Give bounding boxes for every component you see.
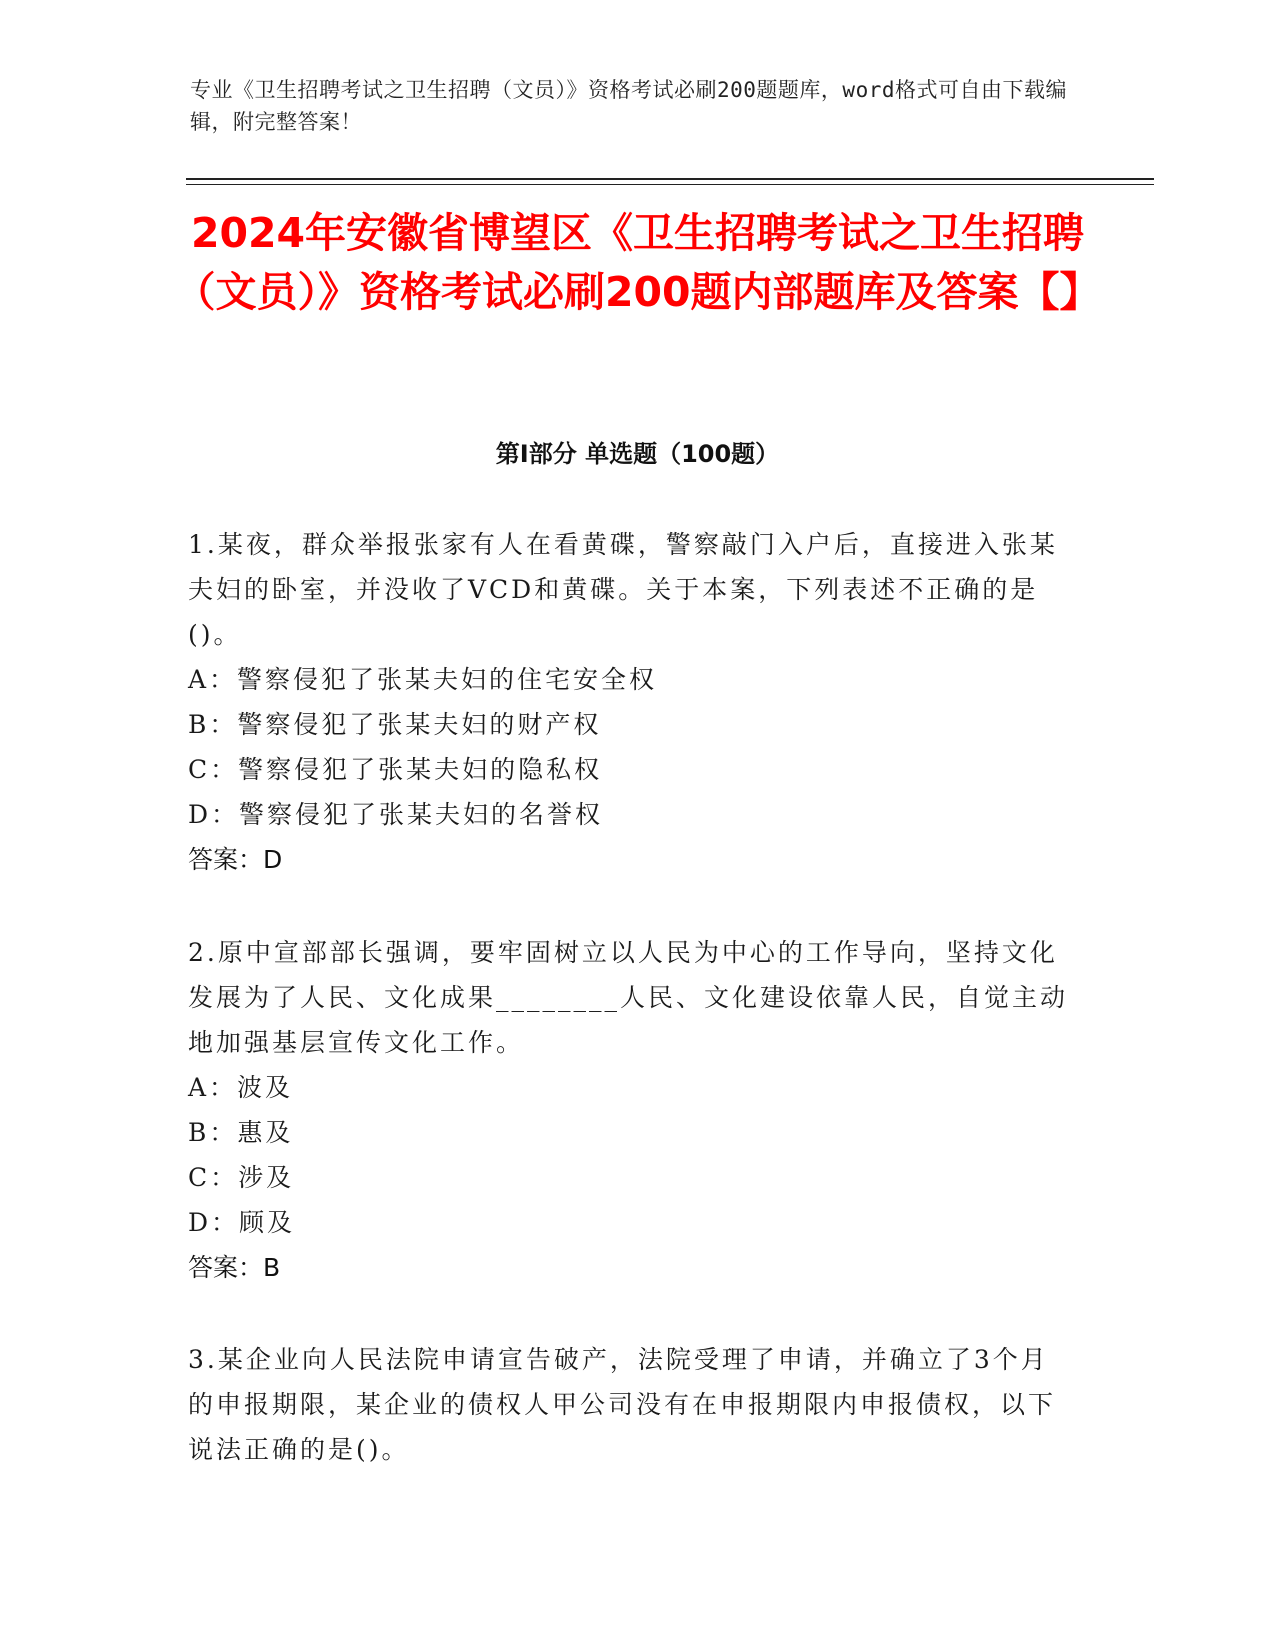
question-1 — [188, 522, 1068, 882]
answer: 答案：B — [188, 1253, 281, 1282]
question-2 — [188, 930, 1068, 1290]
answer: 答案：D — [188, 845, 283, 874]
option-a: A：波及 — [188, 1073, 294, 1102]
option-c: C：涉及 — [188, 1163, 295, 1192]
option-b: B：惠及 — [188, 1118, 294, 1147]
option-d: D：警察侵犯了张某夫妇的名誉权 — [188, 800, 604, 829]
option-c: C：警察侵犯了张某夫妇的隐私权 — [188, 755, 603, 784]
option-d: D：顾及 — [188, 1208, 296, 1237]
section-heading: 第Ⅰ部分 单选题（100题） — [495, 440, 780, 468]
header-divider-thick — [186, 178, 1154, 180]
option-a: A：警察侵犯了张某夫妇的住宅安全权 — [188, 665, 658, 694]
document-title: 2024年安徽省博望区《卫生招聘考试之卫生招聘（文员）》资格考试必刷200题内部题库及答案【】 — [174, 209, 1101, 316]
question-stem: 3.某企业向人民法院申请宣告破产，法院受理了申请，并确立了3个月的申报期限，某企业的债权人甲公司没有在申报期限内申报债权，以下说法正确的是()。 — [188, 1345, 1057, 1464]
option-b: B：警察侵犯了张某夫妇的财产权 — [188, 710, 602, 739]
header-divider-thin — [186, 184, 1154, 185]
question-3 — [188, 1337, 1068, 1472]
question-stem: 2.原中宣部部长强调，要牢固树立以人民为中心的工作导向，坚持文化发展为了人民、文化成果________人民、文化建设依靠人民，自觉主动地加强基层宣传文化工作。 — [188, 938, 1069, 1057]
header-note: 专业《卫生招聘考试之卫生招聘（文员）》资格考试必刷200题题库，word格式可自由下载编辑，附完整答案！ — [190, 78, 1067, 134]
question-stem: 1.某夜，群众举报张家有人在看黄碟，警察敲门入户后，直接进入张某夫妇的卧室，并没收了VCD和黄碟。关于本案，下列表述不正确的是()。 — [188, 530, 1058, 649]
